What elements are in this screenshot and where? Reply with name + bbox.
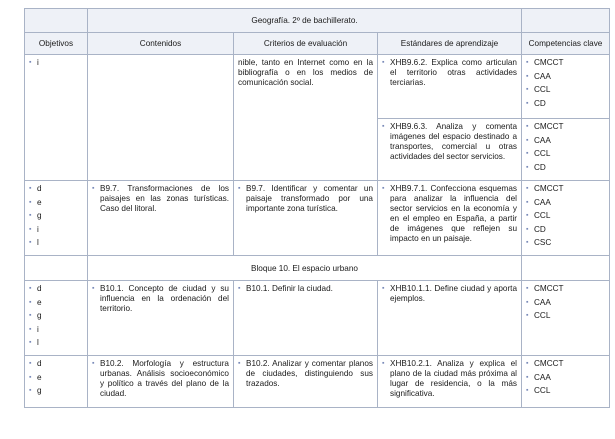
objetivos-cell: [25, 181, 88, 256]
header-blank-cell: [25, 9, 88, 33]
competencia-item: ▪ CMCCT: [526, 122, 605, 136]
estandar-cell: [378, 55, 522, 119]
competencias-cell: [522, 55, 610, 119]
objetivo-item: ▪ g: [29, 386, 83, 400]
competencia-item: ▪ CMCCT: [526, 58, 605, 72]
competencia-item: ▪ CCL: [526, 85, 605, 99]
competencia-item: ▪ CCL: [526, 386, 605, 400]
competencia-item: ▪ CSC: [526, 238, 605, 252]
competencia-item: ▪ CCL: [526, 311, 605, 325]
estandar-text: ▪ XHB9.6.2. Explica como articulan el territorio otras actividades terciarias.: [382, 58, 517, 88]
criterio-cell: [234, 281, 378, 356]
estandar-cell: [378, 119, 522, 181]
bloque-blank-cell: [522, 256, 610, 281]
competencia-item: ▪ CMCCT: [526, 284, 605, 298]
contenido-cell: [88, 181, 234, 256]
objetivo-item: ▪ l: [29, 238, 83, 252]
contenido-cell: [88, 55, 234, 181]
competencia-item: ▪ CMCCT: [526, 184, 605, 198]
column-header-contenidos: Contenidos: [88, 33, 234, 55]
competencia-item: ▪ CD: [526, 99, 605, 113]
objetivos-cell: [25, 281, 88, 356]
criterio-text: ▪ B9.7. Identificar y comentar un paisaje transformado por una importante zona turística.: [238, 184, 373, 214]
competencias-cell: [522, 119, 610, 181]
competencia-item: ▪ CAA: [526, 373, 605, 387]
competencia-item: ▪ CAA: [526, 198, 605, 212]
bloque-title: Bloque 10. El espacio urbano: [88, 256, 522, 281]
competencia-item: ▪ CCL: [526, 149, 605, 163]
competencia-item: ▪ CCL: [526, 211, 605, 225]
estandar-cell: [378, 181, 522, 256]
objetivo-item: ▪ d: [29, 359, 83, 373]
contenido-text: ▪ B10.2. Morfología y estructura urbanas. Análisis socioeconómico y político a través del plano de la ciudad.: [92, 359, 229, 399]
objetivo-item: ▪ e: [29, 298, 83, 312]
objetivo-item: ▪ g: [29, 211, 83, 225]
column-header-competencias: Competencias clave: [522, 33, 610, 55]
column-header-criterios: Criterios de evaluación: [234, 33, 378, 55]
objetivo-item: ▪ e: [29, 373, 83, 387]
objetivos-cell: [25, 356, 88, 408]
competencia-item: ▪ CD: [526, 225, 605, 239]
estandar-text: ▪ XHB10.2.1. Analiza y explica el plano de la ciudad más próxima al lugar de residencia, o la más significativa.: [382, 359, 517, 399]
bloque-blank-cell: [25, 256, 88, 281]
header-blank-cell: [522, 9, 610, 33]
estandar-text: ▪ XHB9.7.1. Confecciona esquemas para analizar la influencia del sector servicios en la economía y en el empleo en España, a partir de imágenes que reflejen su impacto en un paisaje.: [382, 184, 517, 244]
competencia-item: ▪ CD: [526, 163, 605, 177]
competencia-item: ▪ CMCCT: [526, 359, 605, 373]
competencia-item: ▪ CAA: [526, 72, 605, 86]
objetivo-item: ▪ i: [29, 325, 83, 339]
objetivo-item: ▪ i: [29, 58, 83, 72]
estandar-cell: [378, 356, 522, 408]
objetivo-item: ▪ i: [29, 225, 83, 239]
column-header-estandares: Estándares de aprendizaje: [378, 33, 522, 55]
competencias-cell: [522, 181, 610, 256]
objetivo-item: ▪ d: [29, 184, 83, 198]
contenido-cell: [88, 356, 234, 408]
objetivo-item: ▪ g: [29, 311, 83, 325]
criterio-cell: [234, 181, 378, 256]
competencia-item: ▪ CAA: [526, 298, 605, 312]
criterio-cell: [234, 356, 378, 408]
curriculum-table: [24, 8, 610, 408]
estandar-text: ▪ XHB9.6.3. Analiza y comenta imágenes del espacio destinado a transportes, comercial u otras actividades del sector servicios.: [382, 122, 517, 162]
contenido-text: ▪ B9.7. Transformaciones de los paisajes en las zonas turísticas. Caso del litoral.: [92, 184, 229, 214]
column-header-objetivos: Objetivos: [25, 33, 88, 55]
objetivo-item: ▪ l: [29, 338, 83, 352]
competencias-cell: [522, 356, 610, 408]
estandar-text: ▪ XHB10.1.1. Define ciudad y aporta ejemplos.: [382, 284, 517, 304]
contenido-cell: [88, 281, 234, 356]
competencias-cell: [522, 281, 610, 356]
estandar-cell: [378, 281, 522, 356]
criterio-text: ▪ B10.1. Definir la ciudad.: [238, 284, 373, 294]
criterio-text: ▪ B10.2. Analizar y comentar planos de ciudades, distinguiendo sus trazados.: [238, 359, 373, 389]
competencia-item: ▪ CAA: [526, 136, 605, 150]
objetivos-cell: [25, 55, 88, 181]
table-title: Geografía. 2º de bachillerato.: [88, 9, 522, 33]
contenido-text: ▪ B10.1. Concepto de ciudad y su influencia en la ordenación del territorio.: [92, 284, 229, 314]
objetivo-item: ▪ d: [29, 284, 83, 298]
objetivo-item: ▪ e: [29, 198, 83, 212]
criterio-cell: nible, tanto en Internet como en la bibliografía o en los medios de comunicación social.: [234, 55, 378, 181]
